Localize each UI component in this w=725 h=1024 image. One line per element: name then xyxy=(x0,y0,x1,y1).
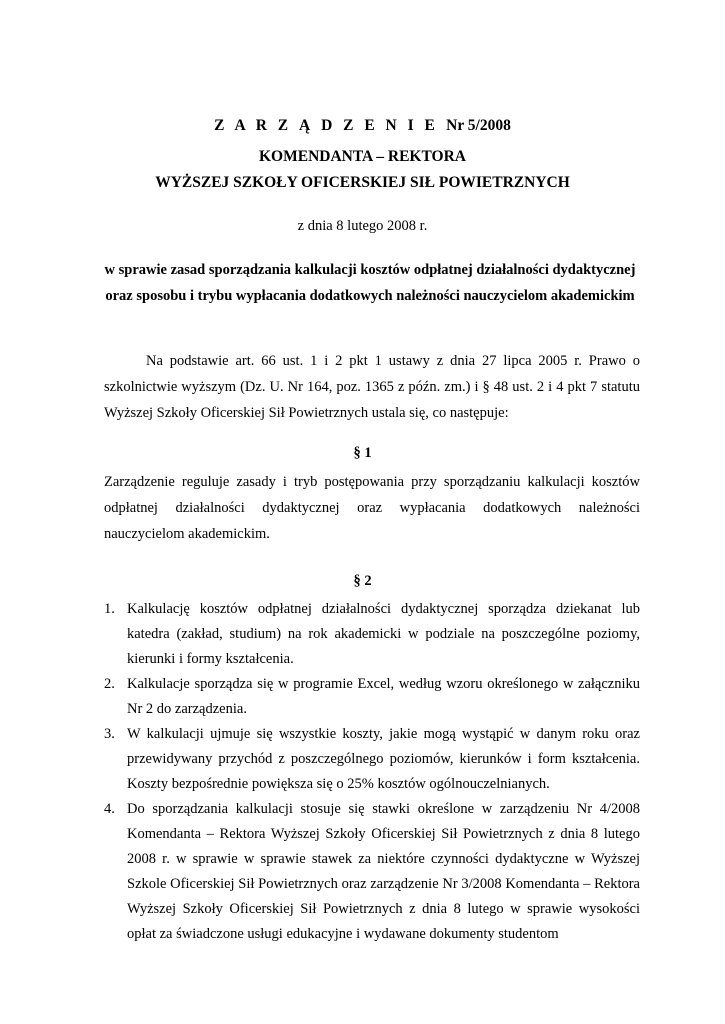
list-item-number: 3. xyxy=(104,726,115,742)
list-item-number: 2. xyxy=(104,676,115,692)
list-item xyxy=(104,672,640,722)
list-item-number: 1. xyxy=(104,601,115,617)
document-title xyxy=(0,117,725,135)
section-2-heading: § 2 xyxy=(353,573,372,589)
legal-basis-paragraph: Na podstawie art. 66 ust. 1 i 2 pkt 1 ustawy z dnia 27 lipca 2005 r. Prawo o szkolnictwie wyższym (Dz. U. Nr 164, poz. 1365 z późn. zm.) i § 48 ust. 2 i 4 pkt 7 statutu Wyższej Szkoły Oficerskiej Sił Powietrznych ustala się, co następuje: xyxy=(104,353,640,421)
list-item-number: 4. xyxy=(104,801,115,817)
list-item-text: Kalkulacje sporządza się w programie Excel, według wzoru określonego w załączniku Nr 2 do zarządzenia. xyxy=(127,676,640,717)
list-item xyxy=(104,722,640,797)
list-item xyxy=(104,597,640,672)
document-date: z dnia 8 lutego 2008 r. xyxy=(297,218,428,234)
title-number: Nr 5/2008 xyxy=(446,117,511,134)
list-item-text: Do sporządzania kalkulacji stosuje się stawki określone w zarządzeniu Nr 4/2008 Komendanta – Rektora Wyższej Szkoły Oficerskiej Sił Powietrznych z dnia 8 lutego 2008 r. w sprawie w sprawie stawek za niektóre czynności dydaktyczne w Wyższej Szkole Oficerskiej Sił Powietrznych oraz zarządzenie Nr 3/2008 Komendanta – Rektora Wyższej Szkoły Oficerskiej Sił Powietrznych z dnia 8 lutego w sprawie wysokości opłat za świadczone usługi edukacyjne i wydawane dokumenty studentom xyxy=(127,801,640,942)
section-2-list xyxy=(104,597,640,947)
document-subject: w sprawie zasad sporządzania kalkulacji kosztów odpłatnej działalności dydaktycznej oraz sposobu i trybu wypłacania dodatkowych należności nauczycielom akademickim xyxy=(104,262,636,304)
issuer-line: KOMENDANTA – REKTORA xyxy=(259,148,466,165)
section-1-heading: § 1 xyxy=(353,445,372,461)
list-item-text: Kalkulację kosztów odpłatnej działalności dydaktycznej sporządza dziekanat lub katedra (zakład, studium) na rok akademicki w podziale na poszczególne poziomy, kierunki i formy kształcenia. xyxy=(127,601,640,667)
section-1-text: Zarządzenie reguluje zasady i tryb postępowania przy sporządzaniu kalkulacji kosztów odpłatnej działalności dydaktycznej oraz wypłacania dodatkowych należności nauczycielom akademickim. xyxy=(104,474,640,542)
list-item xyxy=(104,797,640,947)
title-word: Z A R Z Ą D Z E N I E xyxy=(214,117,439,134)
institution-line: WYŻSZEJ SZKOŁY OFICERSKIEJ SIŁ POWIETRZNYCH xyxy=(155,174,570,191)
list-item-text: W kalkulacji ujmuje się wszystkie koszty, jakie mogą wystąpić w danym roku oraz przewidywany przychód z poszczególnego poziomów, kierunków i form kształcenia. Koszty bezpośrednie powiększa się o 25% kosztów ogólnouczelnianych. xyxy=(127,726,640,792)
